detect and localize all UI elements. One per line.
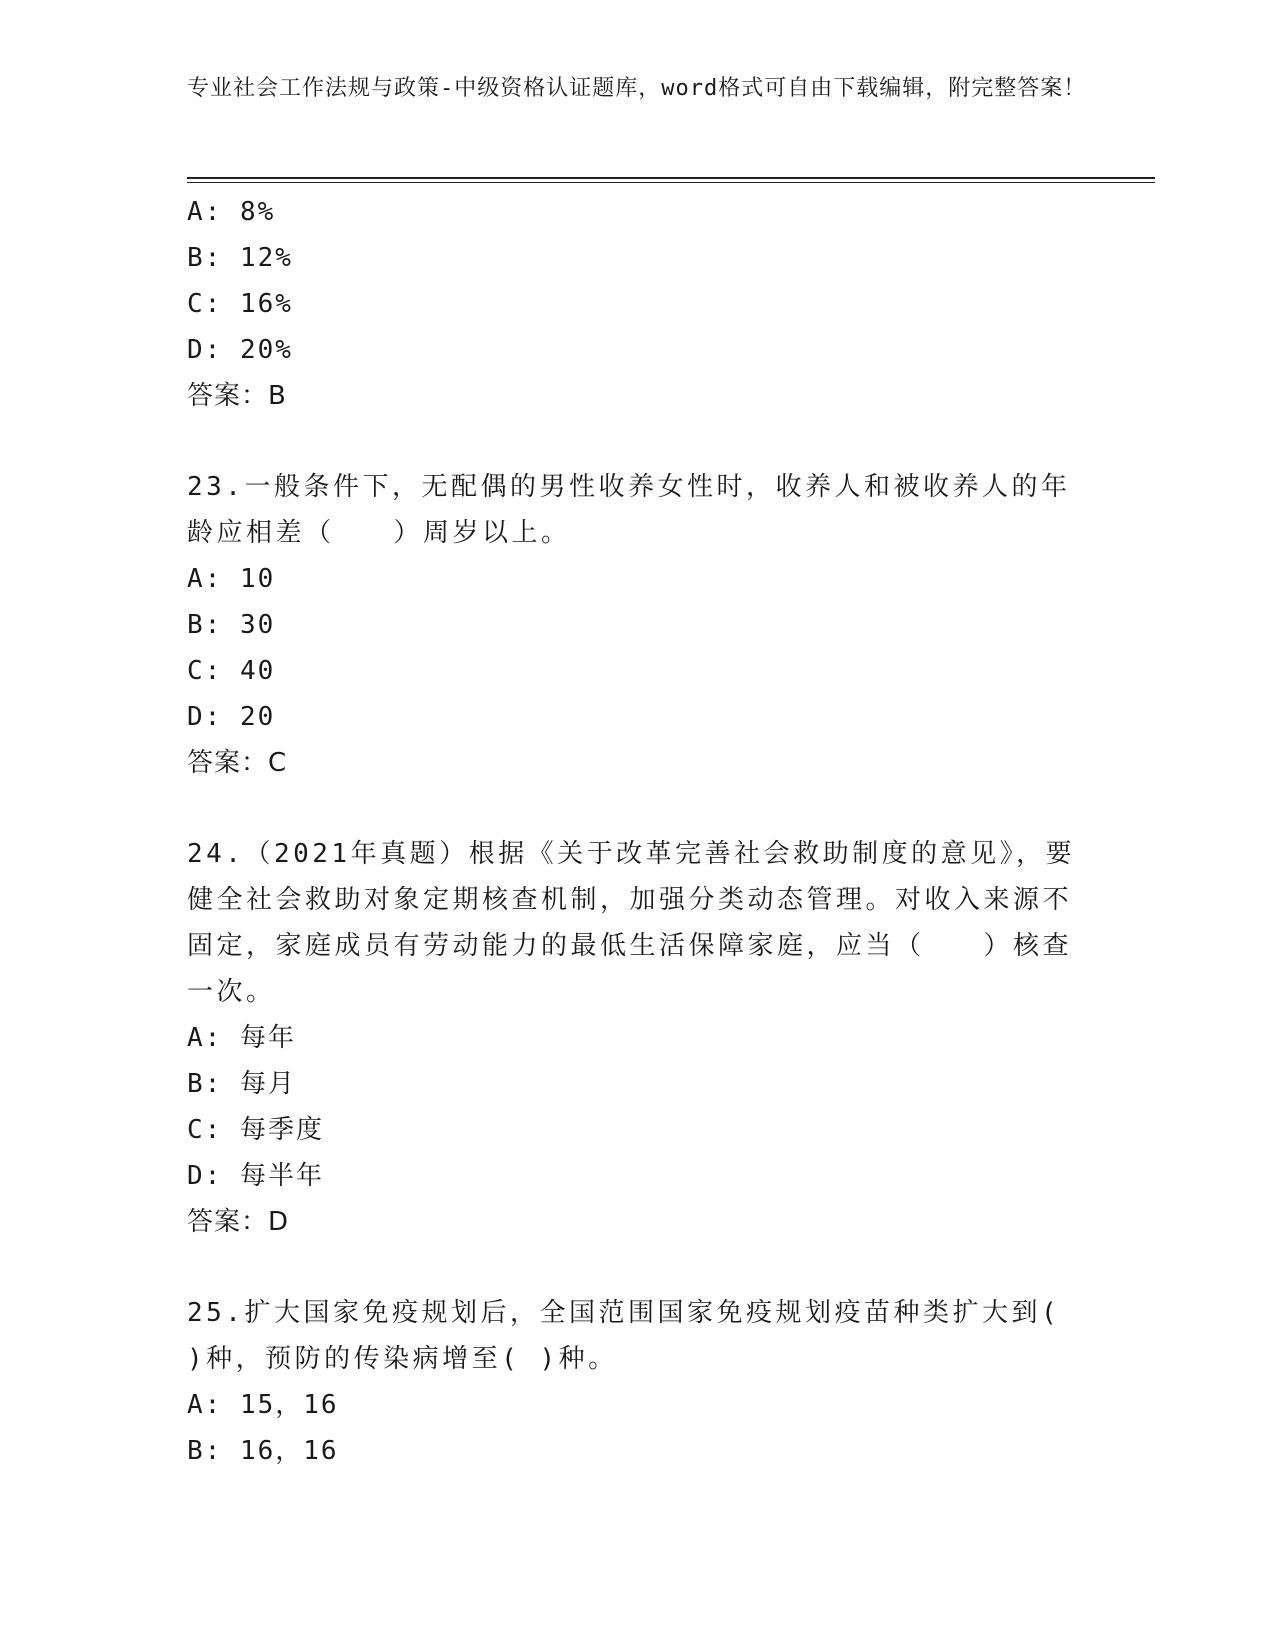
option-text: 8% (239, 197, 276, 227)
answer-line: 答案：D (187, 1207, 290, 1237)
option-text: 10 (239, 564, 276, 594)
option-label: A: (187, 1390, 223, 1420)
page-header-title: 专业社会工作法规与政策-中级资格认证题库，word格式可自由下载编辑，附完整答案！ (187, 76, 1087, 101)
header-divider-thick (187, 177, 1155, 179)
option-a (187, 189, 1087, 235)
answer-line: 答案：C (187, 748, 288, 778)
header-divider-thin (187, 182, 1155, 183)
option-text: 16% (239, 289, 293, 319)
option-text: 40 (239, 656, 276, 686)
question-stem: 25.扩大国家免疫规划后，全国范围国家免疫规划疫苗种类扩大到( )种，预防的传染病增至( )种。 (187, 1298, 1061, 1374)
option-label: B: (187, 243, 223, 273)
option-d (187, 1153, 1087, 1199)
option-label: C: (187, 1115, 223, 1145)
option-text: 30 (239, 610, 276, 640)
option-text: 每季度 (239, 1115, 324, 1145)
option-label: A: (187, 197, 223, 227)
question-24 (187, 831, 1087, 1245)
option-a (187, 556, 1087, 602)
option-label: D: (187, 702, 223, 732)
option-a (187, 1015, 1087, 1061)
option-b (187, 235, 1087, 281)
option-c (187, 281, 1087, 327)
answer-line: 答案：B (187, 381, 287, 411)
spacer (187, 786, 1087, 831)
option-d (187, 327, 1087, 373)
option-b (187, 1428, 1087, 1474)
option-c (187, 1107, 1087, 1153)
option-label: C: (187, 289, 223, 319)
option-text: 每年 (239, 1023, 296, 1053)
option-text: 每月 (239, 1069, 296, 1099)
option-label: D: (187, 335, 223, 365)
option-b (187, 1061, 1087, 1107)
question-22-tail (187, 189, 1087, 419)
option-label: D: (187, 1161, 223, 1191)
option-label: B: (187, 1069, 223, 1099)
option-text: 20 (239, 702, 276, 732)
option-text: 20% (239, 335, 293, 365)
option-label: A: (187, 1023, 223, 1053)
option-text: 15，16 (239, 1390, 339, 1420)
question-stem: 23.一般条件下，无配偶的男性收养女性时，收养人和被收养人的年龄应相差（ ）周岁以上。 (187, 472, 1071, 548)
option-c (187, 648, 1087, 694)
question-25 (187, 1290, 1087, 1474)
spacer (187, 1245, 1087, 1290)
option-text: 16，16 (239, 1436, 339, 1466)
option-label: C: (187, 656, 223, 686)
option-label: B: (187, 1436, 223, 1466)
option-a (187, 1382, 1087, 1428)
option-text: 12% (239, 243, 293, 273)
option-label: B: (187, 610, 223, 640)
option-d (187, 694, 1087, 740)
question-content (187, 189, 1087, 1474)
option-label: A: (187, 564, 223, 594)
question-23 (187, 464, 1087, 786)
option-text: 每半年 (239, 1161, 324, 1191)
question-stem: 24.（2021年真题）根据《关于改革完善社会救助制度的意见》，要健全社会救助对象定期核查机制，加强分类动态管理。对收入来源不固定，家庭成员有劳动能力的最低生活保障家庭，应当（ ）核查一次。 (187, 839, 1076, 1007)
spacer (187, 419, 1087, 464)
option-b (187, 602, 1087, 648)
